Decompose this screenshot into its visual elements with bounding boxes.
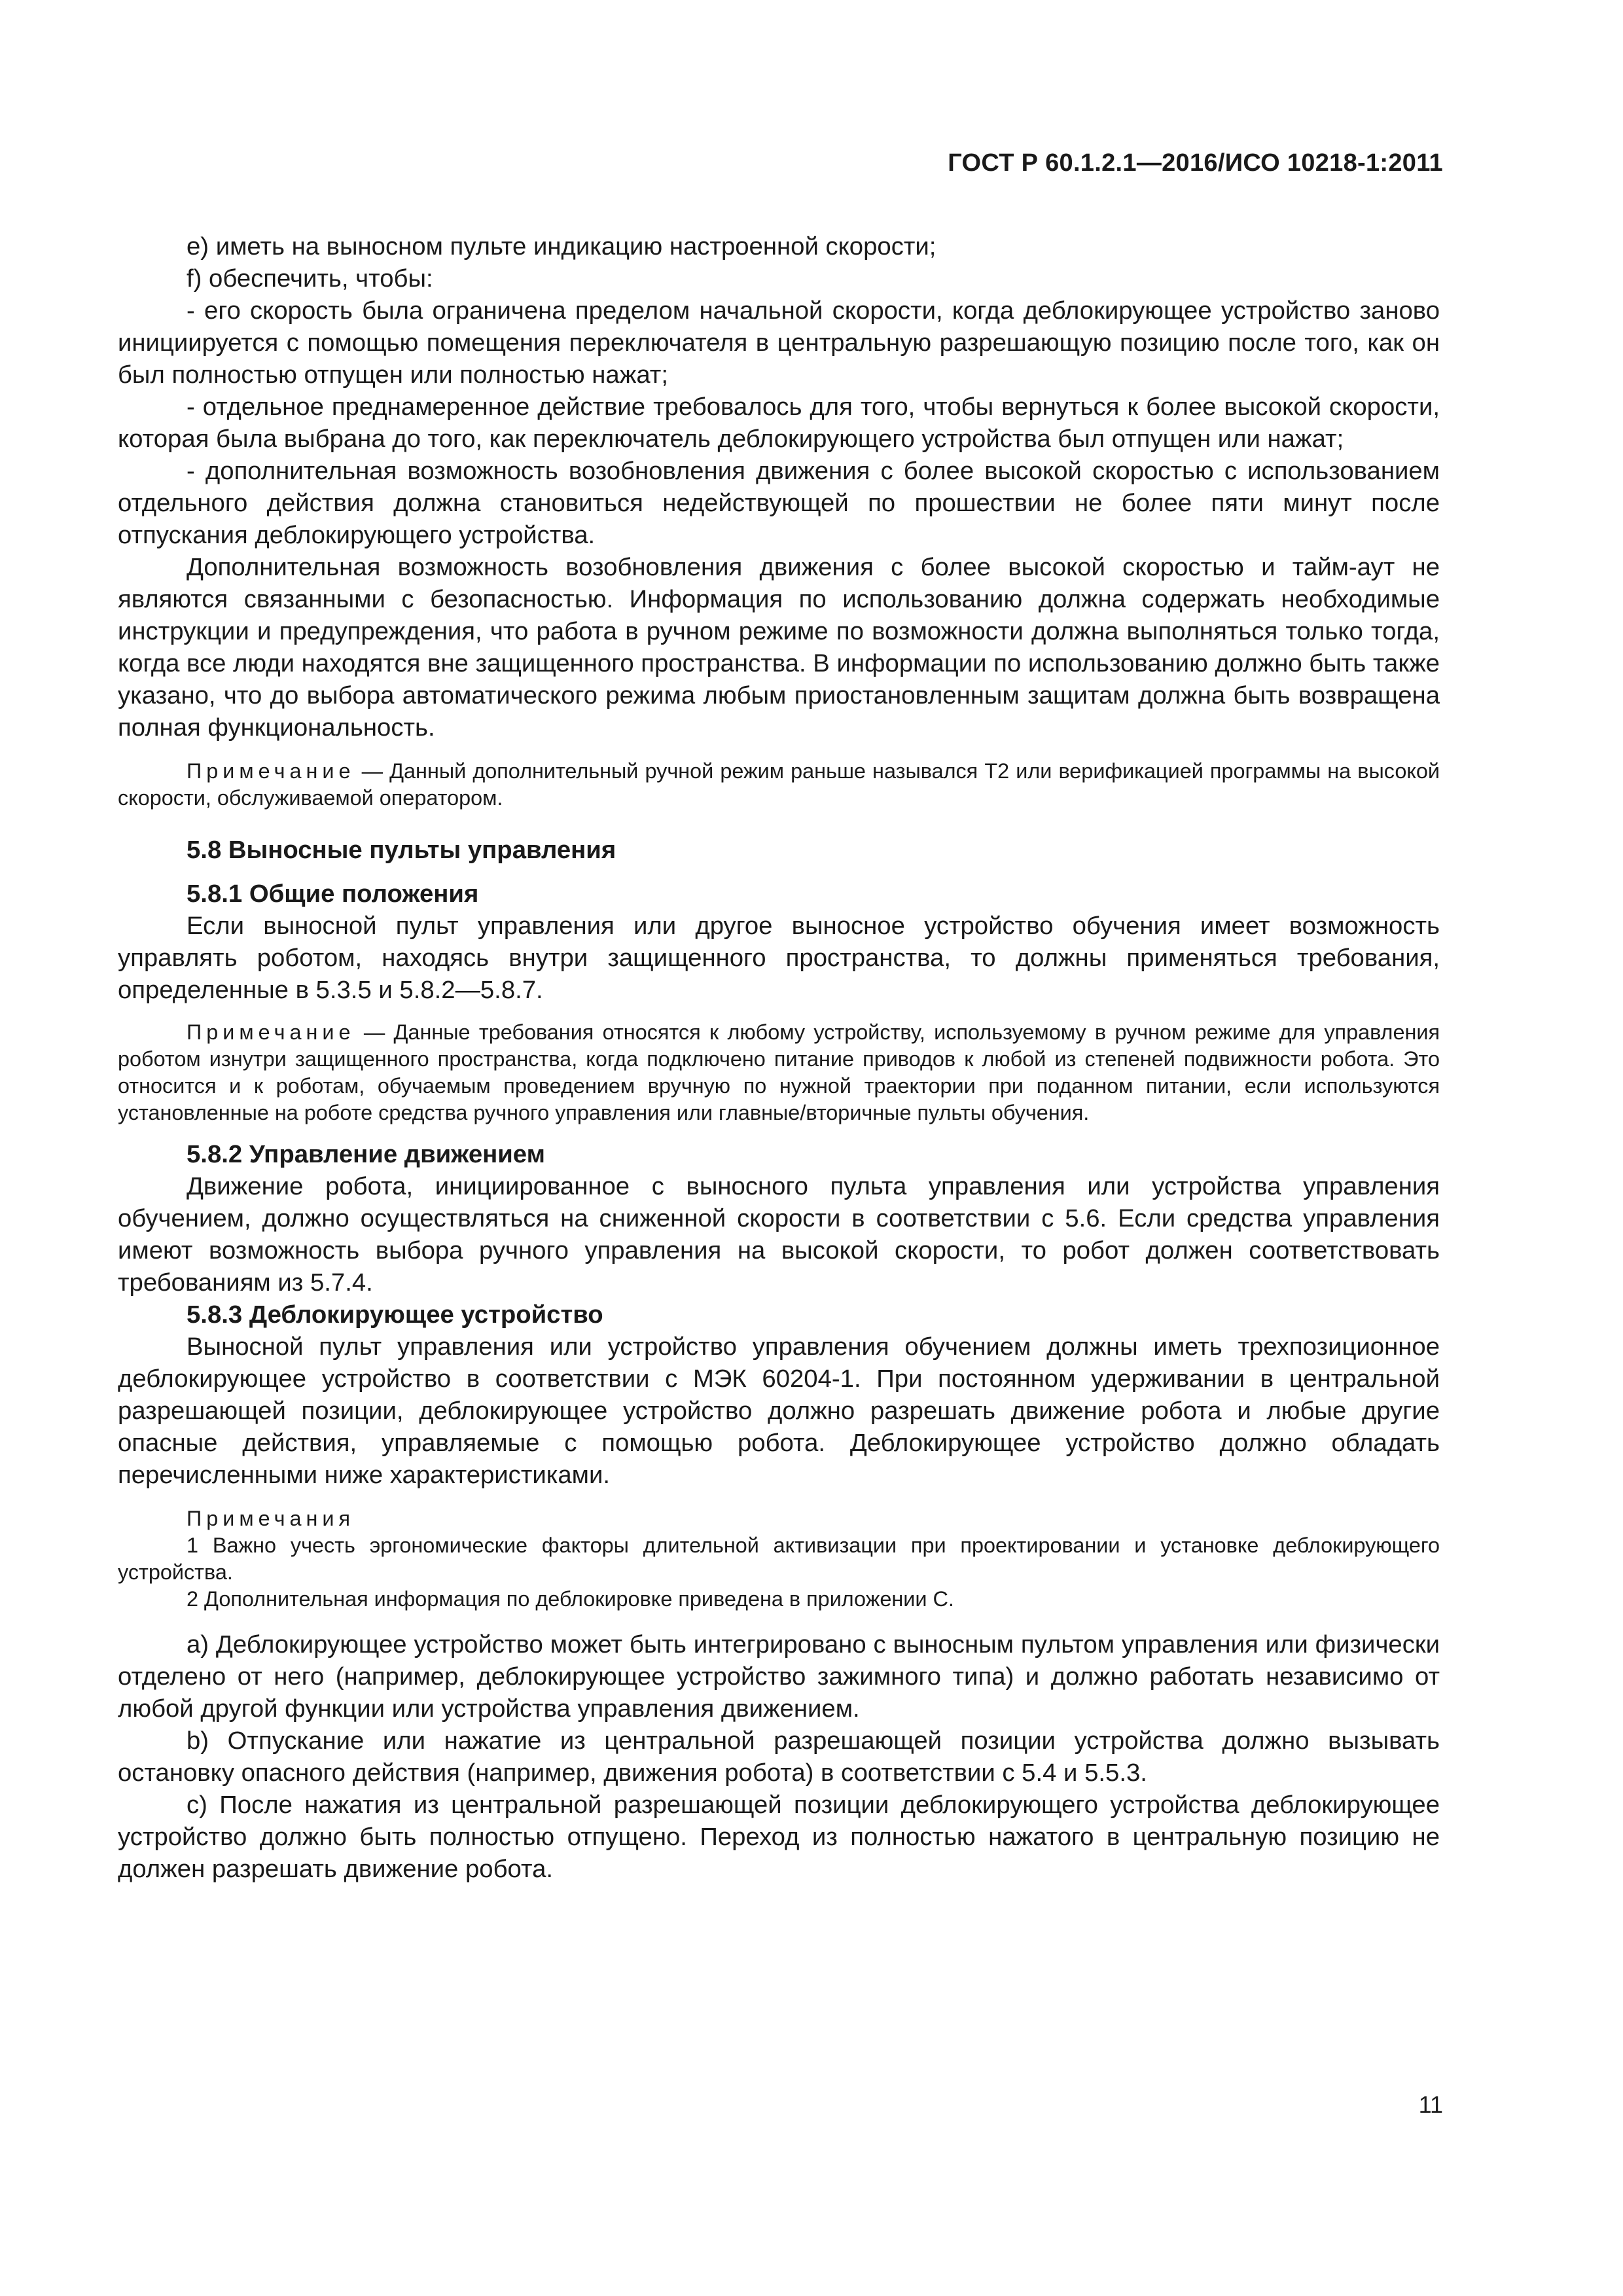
note-t2	[118, 758, 1440, 812]
page-body	[118, 230, 1440, 1885]
section-5-8-1-body: Если выносной пульт управления или другое выносное устройство обучения имеет возможность управлять роботом, находясь внутри защищенного пространства, то должны применяться требования, определенные в 5.3.5 и 5.8.2—5.8.7.	[118, 912, 1440, 1004]
item-f-bullet-1: - его скорость была ограничена пределом начальной скорости, когда деблокирующее устройство заново инициируется с помощью помещения переключателя в центральную разрешающую позицию после того, как он был полностью отпущен или полностью нажат;	[118, 296, 1440, 389]
note-label: Примечание	[187, 759, 355, 783]
item-e: е) иметь на выносном пульте индикацию настроенной скорости;	[187, 232, 936, 260]
note-text: — Данный дополнительный ручной режим раньше назывался Т2 или верификацией программы на высокой скорости, обслуживаемой оператором.	[118, 759, 1440, 810]
item-b: b) Отпускание или нажатие из центральной разрешающей позиции устройства должно вызывать остановку опасного действия (например, движения робота) в соответствии с 5.4 и 5.5.3.	[118, 1727, 1440, 1787]
item-f: f) обеспечить, чтобы:	[187, 264, 433, 293]
section-5-8-1-title: 5.8.1 Общие положения	[187, 880, 479, 908]
section-5-8-title: 5.8 Выносные пульты управления	[187, 836, 616, 864]
section-5-8-1-note	[118, 1019, 1440, 1126]
section-5-8-3-title: 5.8.3 Деблокирующее устройство	[187, 1300, 603, 1329]
note-label: Примечание	[187, 1020, 355, 1044]
note-text: — Данные требования относятся к любому устройству, используемому в ручном режиме для управления роботом изнутри защищенного пространства, когда подключено питание приводов к любой из степеней подвижности робота. Это относится и к роботам, обучаемым проведением вручную по нужной траектории при поданном питании, если используются установленные на роботе средства ручного управления или главные/вторичные пульты обучения.	[118, 1020, 1440, 1124]
item-f-bullet-2: - отдельное преднамеренное действие требовалось для того, чтобы вернуться к более высокой скорости, которая была выбрана до того, как переключатель деблокирующего устройства был отпущен или нажат;	[118, 393, 1440, 453]
section-5-8-2-body: Движение робота, инициированное с выносного пульта управления или устройства управления обучением, должно осуществляться на сниженной скорости в соответствии с 5.6. Если средства управления имеют возможность выбора ручного управления на высокой скорости, то робот должен соответствовать требованиям из 5.7.4.	[118, 1172, 1440, 1297]
document-header: ГОСТ Р 60.1.2.1—2016/ИСО 10218-1:2011	[948, 149, 1443, 177]
section-5-8-3-notes-label: Примечания	[187, 1507, 355, 1530]
section-5-8-2-title: 5.8.2 Управление движением	[187, 1140, 545, 1168]
item-f-bullet-3: - дополнительная возможность возобновления движения с более высокой скоростью с использованием отдельного действия должна становиться недействующей по прошествии не более пяти минут после отпускания деблокирующего устройства.	[118, 457, 1440, 549]
item-c: c) После нажатия из центральной разрешающей позиции деблокирующего устройства деблокирующее устройство должно быть полностью отпущено. Переход из полностью нажатого в центральную позицию не должен разрешать движение робота.	[118, 1791, 1440, 1883]
paragraph-additional: Дополнительная возможность возобновления движения с более высокой скоростью и тайм-аут не являются связанными с безопасностью. Информация по использованию должна содержать необходимые инструкции и предупреждения, что работа в ручном режиме по возможности должна выполняться только тогда, когда все люди находятся вне защищенного пространства. В информации по использованию должно быть также указано, что до выбора автоматического режима любым приостановленным защитам должна быть возвращена полная функциональность.	[118, 553, 1440, 742]
item-a: a) Деблокирующее устройство может быть интегрировано с выносным пультом управления или физически отделено от него (например, деблокирующее устройство зажимного типа) и должно работать независимо от любой другой функции или устройства управления движением.	[118, 1630, 1440, 1723]
section-5-8-3-body: Выносной пульт управления или устройство управления обучением должны иметь трехпозиционное деблокирующее устройство в соответствии с МЭК 60204-1. При постоянном удерживании в центральной разрешающей позиции, деблокирующее устройство должно разрешать движение робота и любые другие опасные действия, управляемые с помощью робота. Деблокирующее устройство должно обладать перечисленными ниже характеристиками.	[118, 1333, 1440, 1489]
page-number: 11	[1418, 2091, 1443, 2118]
section-5-8-3-note-2: 2 Дополнительная информация по деблокировке приведена в приложении С.	[187, 1587, 954, 1611]
section-5-8-3-note-1: 1 Важно учесть эргономические факторы длительной активизации при проектировании и установке деблокирующего устройства.	[118, 1534, 1440, 1584]
